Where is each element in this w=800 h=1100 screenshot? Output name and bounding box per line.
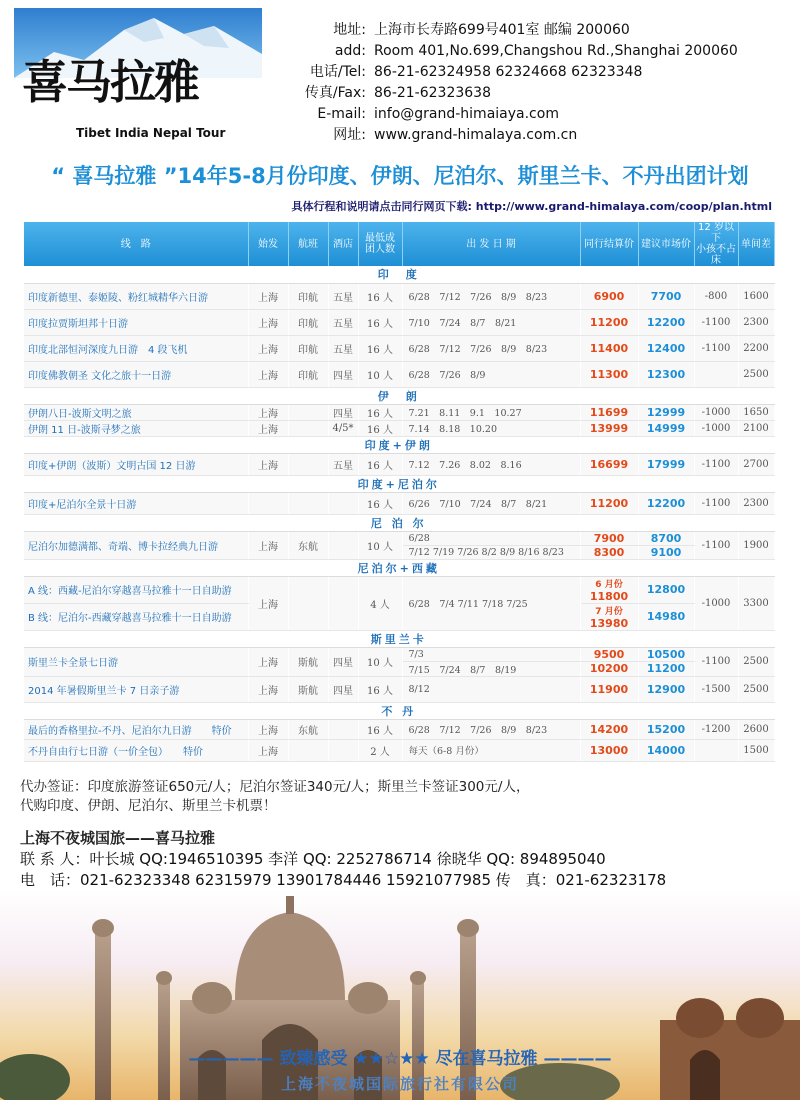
route-link[interactable]: 2014 年暑假斯里兰卡 7 日亲子游 bbox=[24, 676, 248, 702]
phone-fax-line: 电 话：021-62323348 62315979 13901784446 15921077985 传 真：021-62323178 bbox=[20, 871, 667, 889]
email-label: E-mail: bbox=[317, 106, 366, 122]
route-link[interactable]: 伊朗八日-波斯文明之旅 bbox=[24, 404, 248, 420]
address-value: 上海市长寿路699号401室 邮编 200060 bbox=[374, 22, 630, 38]
header-depart: 始发 bbox=[248, 222, 288, 266]
route-link[interactable]: 印度拉贾斯坦邦十日游 bbox=[24, 309, 248, 335]
table-row: 印度新德里、泰姬陵、粉红城精华六日游 上海 印航 五星 16 人 6/28 7/12 7/26 8/9 8/23 6900 7700 -800 1600 bbox=[24, 283, 774, 309]
route-link[interactable]: 斯里兰卡全景七日游 bbox=[24, 647, 248, 676]
section-nepal-tibet: 尼泊尔+西藏 bbox=[24, 559, 774, 576]
header-single: 单间差 bbox=[738, 222, 774, 266]
route-link[interactable]: 不丹自由行七日游（一价全包） 特价 bbox=[24, 739, 248, 761]
download-note bbox=[292, 198, 772, 214]
website-link[interactable]: www.grand-himalaya.com.cn bbox=[374, 127, 578, 143]
slogan-text-b: 尽在喜马拉雅 bbox=[435, 1049, 538, 1069]
section-srilanka: 斯里兰卡 bbox=[24, 630, 774, 647]
english-address-row bbox=[290, 41, 790, 62]
download-link[interactable]: http://www.grand-himalaya.com/coop/plan.html bbox=[475, 200, 772, 213]
route-link[interactable]: 印度北部恒河深度九日游 4 段飞机 bbox=[24, 335, 248, 361]
route-link[interactable]: 印度+伊朗（波斯）文明古国 12 日游 bbox=[24, 453, 248, 475]
logo bbox=[14, 8, 262, 146]
slogan bbox=[0, 1044, 800, 1069]
table-row: 印度北部恒河深度九日游 4 段飞机 上海 印航 五星 16 人 6/28 7/12 7/26 8/9 8/23 11400 12400 -1100 2200 bbox=[24, 335, 774, 361]
section-india: 印 度 bbox=[24, 266, 774, 283]
table-row: B 线：尼泊尔-西藏穿越喜马拉雅十一日自助游 7 月份 13980 14980 bbox=[24, 603, 774, 630]
header-dates: 出 发 日 期 bbox=[402, 222, 580, 266]
tel-value: 86-21-62324958 62324668 62323348 bbox=[374, 64, 643, 80]
slogan-dash-right: ———— bbox=[543, 1049, 612, 1069]
table-row: 印度佛教朝圣 文化之旅十一日游 上海 印航 四星 10 人 6/28 7/26 8/9 11300 12300 2500 bbox=[24, 361, 774, 387]
logo-text: 喜马拉雅 bbox=[22, 55, 198, 109]
email-link[interactable]: info@grand-himaiaya.com bbox=[374, 106, 559, 122]
logo-subtitle: Tibet India Nepal Tour bbox=[76, 126, 226, 140]
fax-value: 86-21-62323638 bbox=[374, 85, 491, 101]
fax-label: 传真/Fax: bbox=[304, 85, 366, 101]
table-row: 伊朗 11 日-波斯寻梦之旅 上海 4/5* 16 人 7.14 8.18 10.20 13999 14999 -1000 2100 bbox=[24, 420, 774, 436]
english-address-label: add: bbox=[334, 43, 366, 59]
table-row: 伊朗八日-波斯文明之旅 上海 四星 16 人 7.21 8.11 9.1 10.27 11699 12999 -1000 1650 bbox=[24, 404, 774, 420]
table-row: 尼泊尔加德满都、奇端、博卡拉经典九日游 上海 东航 10 人 6/28 7900 8700 -1100 1900 bbox=[24, 531, 774, 545]
page-title: “ 喜马拉雅 ”14年5-8月份印度、伊朗、尼泊尔、斯里兰卡、不丹出团计划 bbox=[51, 164, 749, 188]
table-row: 印度拉贾斯坦邦十日游 上海 印航 五星 16 人 7/10 7/24 8/7 8/21 11200 12200 -1100 2300 bbox=[24, 309, 774, 335]
english-address-value: Room 401,No.699,Changshou Rd.,Shanghai 200060 bbox=[374, 43, 738, 59]
section-bhutan: 不 丹 bbox=[24, 702, 774, 719]
visa-line-2: 代购印度、伊朗、尼泊尔、斯里兰卡机票！ bbox=[20, 798, 277, 814]
address-label: 地址: bbox=[333, 22, 366, 38]
company-name: 上海不夜城国旅——喜马拉雅 bbox=[20, 829, 216, 847]
visa-note bbox=[20, 778, 529, 816]
table-row: 7/12 7/19 7/26 8/2 8/9 8/16 8/23 8300 9100 bbox=[24, 545, 774, 559]
slogan-dash-left: ————— bbox=[188, 1049, 274, 1069]
header bbox=[0, 0, 800, 150]
route-link[interactable]: 伊朗 11 日-波斯寻梦之旅 bbox=[24, 420, 248, 436]
table-row: 2014 年暑假斯里兰卡 7 日亲子游 上海 斯航 四星 16 人 8/12 11900 12900 -1500 2500 bbox=[24, 676, 774, 702]
table-header-row bbox=[24, 222, 774, 266]
section-nepal: 尼 泊 尔 bbox=[24, 514, 774, 531]
route-link[interactable]: B 线：尼泊尔-西藏穿越喜马拉雅十一日自助游 bbox=[24, 603, 248, 630]
download-text: 具体行程和说明请点击同行网页下载: bbox=[291, 200, 472, 213]
contact-persons: 联 系 人：叶长城 QQ:1946510395 李洋 QQ: 2252786714 徐晓华 QQ: 894895040 bbox=[20, 850, 606, 868]
route-link[interactable]: 印度新德里、泰姬陵、粉红城精华六日游 bbox=[24, 283, 248, 309]
website-row bbox=[290, 125, 790, 146]
header-flight: 航班 bbox=[288, 222, 328, 266]
table-row: 印度+伊朗（波斯）文明古国 12 日游 上海 五星 16 人 7.12 7.26 8.02 8.16 16699 17999 -1100 2700 bbox=[24, 453, 774, 475]
fax-row bbox=[290, 83, 790, 104]
route-link[interactable]: A 线：西藏-尼泊尔穿越喜马拉雅十一日自助游 bbox=[24, 576, 248, 603]
tel-label: 电话/Tel: bbox=[309, 64, 366, 80]
header-child: 12 岁以下 小孩不占床 bbox=[696, 222, 736, 266]
section-iran: 伊 朗 bbox=[24, 387, 774, 404]
header-min-group: 最低成 团人数 bbox=[358, 222, 402, 266]
table-row: A 线：西藏-尼泊尔穿越喜马拉雅十一日自助游 上海 4 人 6/28 7/4 7/11 7/18 7/25 6 月份 11800 12800 -1000 3300 bbox=[24, 576, 774, 603]
route-link[interactable]: 尼泊尔加德满都、奇端、博卡拉经典九日游 bbox=[24, 531, 248, 559]
header-market: 建议市场价 bbox=[638, 222, 694, 266]
tel-row bbox=[290, 62, 790, 83]
website-label: 网址: bbox=[333, 127, 366, 143]
visa-line-1: 代办签证：印度旅游签证650元/人；尼泊尔签证340元/人；斯里兰卡签证300元/人， bbox=[20, 779, 530, 795]
header-hotel: 酒店 bbox=[328, 222, 358, 266]
footer-company: 上海不夜城国际旅行社有限公司 bbox=[280, 1075, 519, 1093]
table-row: 印度+尼泊尔全景十日游 16 人 6/26 7/10 7/24 8/7 8/21 11200 12200 -1100 2300 bbox=[24, 492, 774, 514]
address-row bbox=[290, 20, 790, 41]
slogan-text-a: 致臻感受 bbox=[279, 1049, 348, 1069]
route-link[interactable]: 最后的香格里拉-不丹、尼泊尔九日游 特价 bbox=[24, 719, 248, 739]
table-row: 7/15 7/24 8/7 8/19 10200 11200 bbox=[24, 661, 774, 676]
header-route: 线 路 bbox=[24, 222, 248, 266]
contact-info bbox=[290, 20, 790, 146]
section-india-iran: 印度+伊朗 bbox=[24, 436, 774, 453]
stars-icon: ★★☆★★ bbox=[353, 1049, 430, 1069]
email-row bbox=[290, 104, 790, 125]
route-link[interactable]: 印度佛教朝圣 文化之旅十一日游 bbox=[24, 361, 248, 387]
tour-schedule-table bbox=[24, 222, 774, 762]
section-india-nepal: 印度+尼泊尔 bbox=[24, 475, 774, 492]
table-row: 最后的香格里拉-不丹、尼泊尔九日游 特价 上海 东航 16 人 6/28 7/12 7/26 8/9 8/23 14200 15200 -1200 2600 bbox=[24, 719, 774, 739]
table-row: 不丹自由行七日游（一价全包） 特价 上海 2 人 每天（6-8 月份） 13000 14000 1500 bbox=[24, 739, 774, 761]
header-price: 同行结算价 bbox=[580, 222, 638, 266]
route-link[interactable]: 印度+尼泊尔全景十日游 bbox=[24, 492, 248, 514]
table-row: 斯里兰卡全景七日游 上海 斯航 四星 10 人 7/3 9500 10500 -1100 2500 bbox=[24, 647, 774, 661]
